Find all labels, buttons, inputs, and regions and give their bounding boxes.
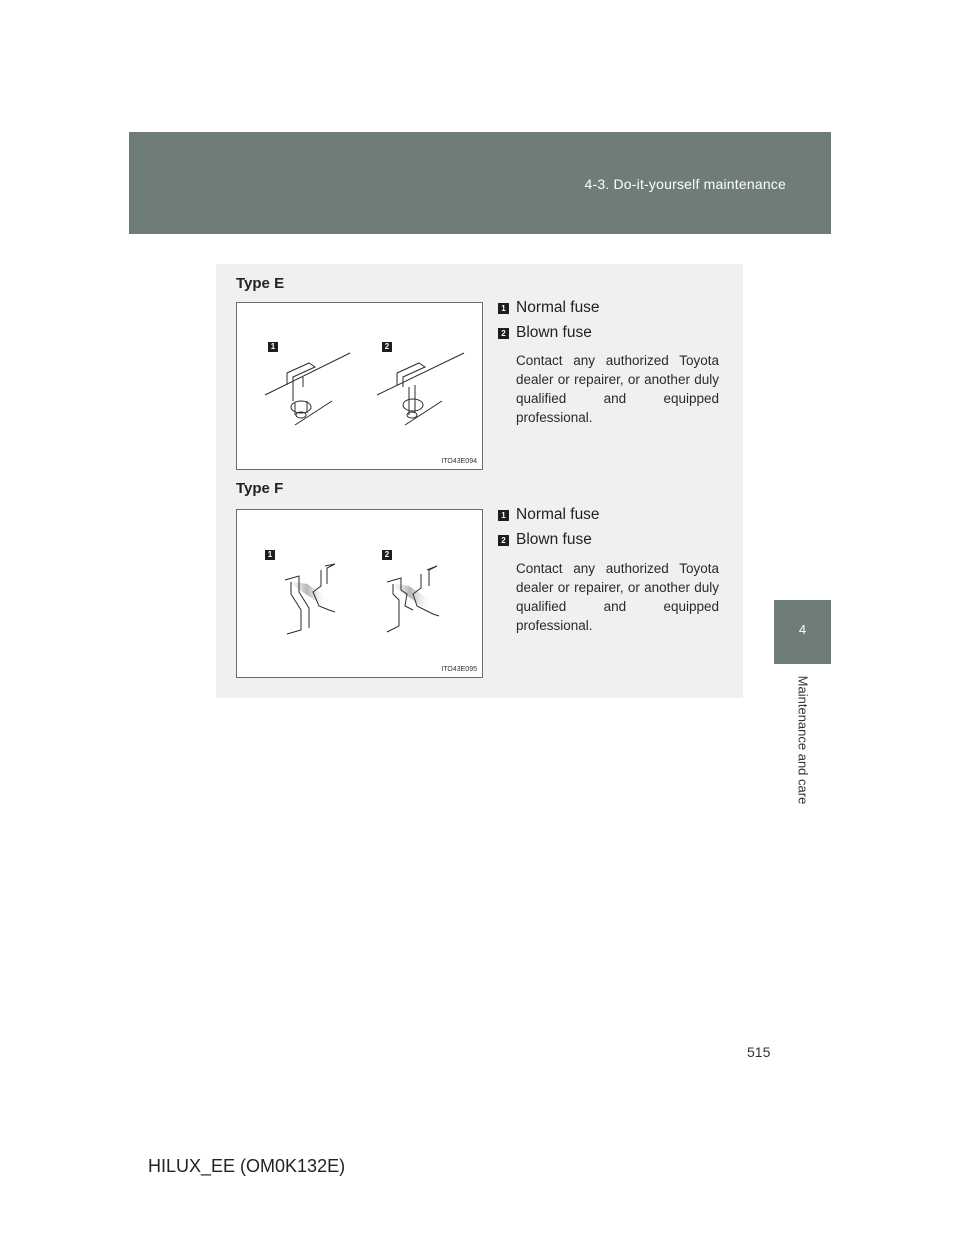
header-band bbox=[129, 132, 831, 234]
chapter-tab-number: 4 bbox=[798, 622, 807, 637]
legend-label: Blown fuse bbox=[516, 324, 592, 341]
callout-blown-fuse: 2 bbox=[382, 342, 392, 352]
section-title-type-e: Type E bbox=[236, 275, 285, 292]
chapter-tab[interactable] bbox=[774, 600, 831, 664]
legend-label: Normal fuse bbox=[516, 506, 600, 523]
figure-type-e bbox=[236, 302, 483, 470]
legend-label: Normal fuse bbox=[516, 299, 600, 316]
legend-marker: 2 bbox=[498, 328, 509, 339]
legend-label: Blown fuse bbox=[516, 531, 592, 548]
chapter-tab-label: Maintenance and care bbox=[795, 675, 811, 805]
content-panel bbox=[216, 264, 743, 698]
page-number: 515 bbox=[747, 1044, 771, 1060]
figure-code: ITO43E095 bbox=[441, 666, 477, 673]
footer-model-code: HILUX_EE (OM0K132E) bbox=[148, 1156, 346, 1176]
callout-normal-fuse: 1 bbox=[268, 342, 278, 352]
figure-code: ITO43E094 bbox=[441, 458, 477, 465]
fuse-type-f-illustration bbox=[237, 510, 482, 677]
callout-normal-fuse: 1 bbox=[265, 550, 275, 560]
fuse-type-e-illustration bbox=[237, 303, 482, 469]
callout-blown-fuse: 2 bbox=[382, 550, 392, 560]
legend-marker: 2 bbox=[498, 535, 509, 546]
legend-marker: 1 bbox=[498, 510, 509, 521]
section-header-title: 4-3. Do-it-yourself maintenance bbox=[584, 176, 786, 192]
legend-marker: 1 bbox=[498, 303, 509, 314]
figure-type-f bbox=[236, 509, 483, 678]
note-text: Contact any authorized Toyota dealer or repairer, or another duly qualified and equipped professional. bbox=[516, 353, 719, 425]
note-text: Contact any authorized Toyota dealer or repairer, or another duly qualified and equipped professional. bbox=[516, 561, 719, 633]
section-title-type-f: Type F bbox=[236, 480, 284, 497]
